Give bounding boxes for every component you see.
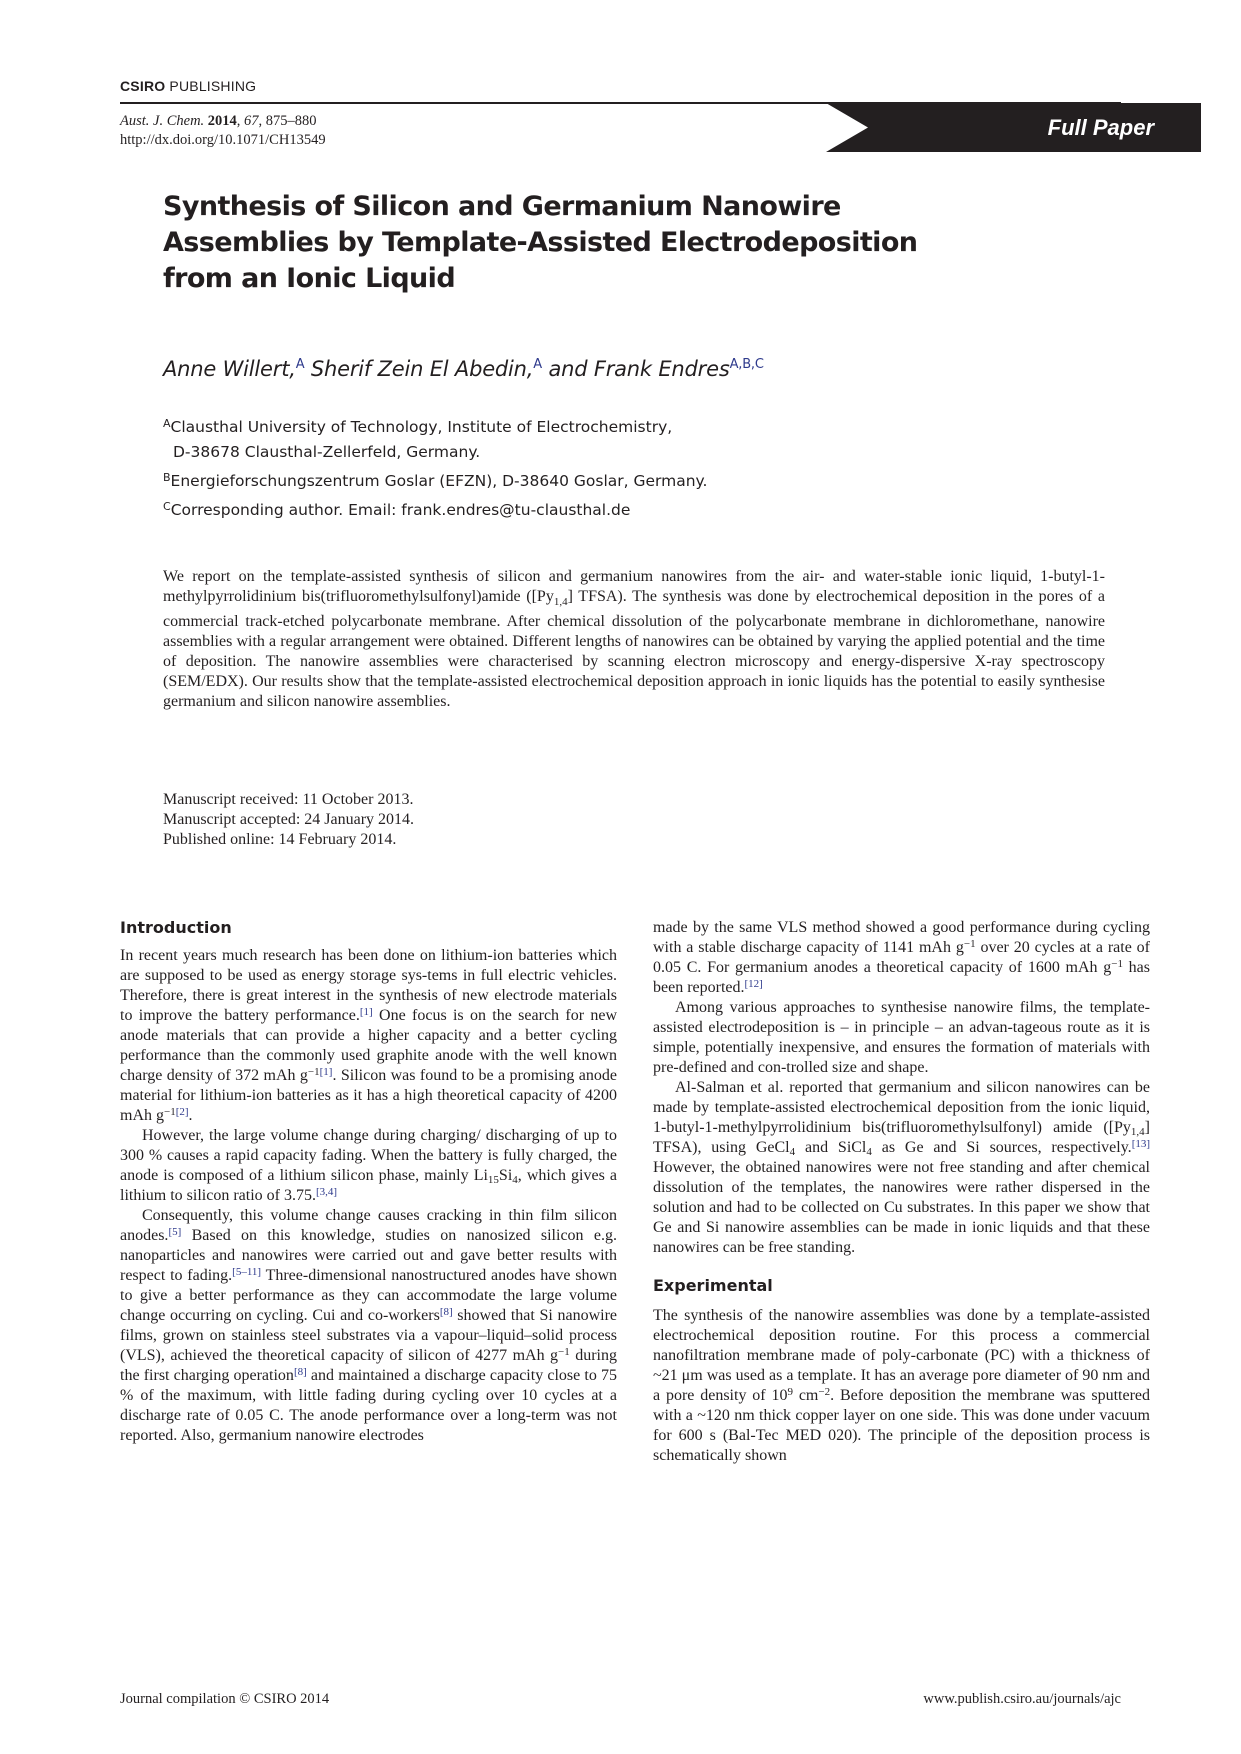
experimental-paragraph-1: The synthesis of the nanowire assemblies was done by a template-assisted electrochemical deposition routine. For this process a commercial nanofiltration membrane made of poly-carbonate (PC) with a thickness of ~21 μm was used as a template. It has an average pore diameter of 90 nm and a pore density of $10^9$ $cm^{-2}$. Before deposition the membrane was sputtered with a ~120 nm thick copper layer on one side. This was done under vacuum for 600 s (Bal-Tec MED 020). The principle of the deposition process is schematically shown [653, 1307, 1151, 1464]
intro-paragraph-2: However, the large volume change during charging/ discharging of up to 300 % causes a rapid capacity fading. When the battery is fully charged, the anode is composed of a lithium silicon phase, mainly $Li_{15}Si_4$, which gives a lithium to silicon ratio of 3.75.[3,4] [120, 1127, 617, 1204]
citation-ref[interactable]: [5] [168, 1226, 182, 1238]
footer-journal-url[interactable]: www.publish.csiro.au/journals/ajc [923, 1691, 1121, 1707]
abstract: We report on the template-assisted synthesis of silicon and germanium nanowires from the air- and water-stable ionic liquid, 1-butyl-1-methylpyrrolidinium bis(trifluoromethylsulfonyl)amide ($[Py_{1,4}]$ TFSA). The synthesis was done by electrochemical deposition in the pores of a commercial track-etched polycarbonate membrane. After chemical dissolution of the polycarbonate membrane in dichloromethane, nanowire assemblies with a regular arrangement were obtained. Different lengths of nanowires can be obtained by varying the applied potential and the time of deposition. The nanowire assemblies were characterised by scanning electron microscopy and energy-dispersive X-ray spectroscopy (SEM/EDX). Our results show that the template-assisted electrochemical deposition approach in ionic liquids has the potential to easily synthesise germanium and silicon nanowire assemblies. [163, 568, 1106, 711]
citation-ref[interactable]: [8] [439, 1306, 453, 1318]
doi-link[interactable]: http://dx.doi.org/10.1071/CH13549 [120, 132, 326, 148]
article-title: Synthesis of Silicon and Germanium Nanowire Assemblies by Template-Assisted Electrodeposition from an Ionic Liquid [163, 191, 918, 294]
article-type-label: Full Paper [1047, 115, 1154, 140]
intro-paragraph-3: Consequently, this volume change causes cracking in thin film silicon anodes.[5] Based on this knowledge, studies on nanosized silicon e.g. nanoparticles and nanowires were carried out and gave better results with respect to fading.[5–11] Three-dimensional nanostructured anodes have shown to give a better performance as they can accommodate the large volume change occurring on cycling. Cui and co-workers[8] showed that Si nanowire films, grown on stainless steel substrates via a vapour–liquid–solid process (VLS), achieved the theoretical capacity of silicon of 4277 mAh $g^{-1}$ during the first charging operation[8] and maintained a discharge capacity close to 75 % of the maximum, with little fading during cycling over 10 cycles at a discharge rate of 0.05 C. The anode performance over a long-term was not reported. Also, germanium nanowire electrodes [120, 1207, 618, 1444]
intro-paragraph-1: In recent years much research has been done on lithium-ion batteries which are supposed to be used as energy storage sys-tems in full electric vehicles. Therefore, there is great interest in the synthesis of new electrode materials to improve the battery performance.[1] One focus is on the search for new anode materials that can provide a higher capacity and a better cycling performance than the commonly used graphite anode with the well known charge density of 372 mAh $g^{-1[1]}$. Silicon was found to be a promising anode material for lithium-ion batteries as it has a high theoretical capacity of 4200 mAh $g^{-1[2]}$. [120, 947, 617, 1124]
article-type-banner [826, 103, 1201, 152]
affiliations: $^A$Clausthal University of Technology, Institute of Electrochemistry, D-38678 Clausthal-Zellerfeld, Germany. $^B$Energieforschungszentrum Goslar (EFZN), D-38640 Goslar, Germany. $^C$Corresponding author. Email: frank.endres@tu-clausthal.de [163, 411, 707, 523]
journal-reference: Aust. J. Chem. 2014, 67, 875–880 http://dx.doi.org/10.1071/CH13549 [120, 113, 326, 148]
citation-ref[interactable]: [12] [744, 978, 763, 990]
author-list: Anne Willert,$^A$ Sherif Zein El Abedin,$^A$ and Frank Endres$^{A,B,C}$ [163, 357, 764, 381]
publisher-name: CSIRO PUBLISHING [120, 78, 257, 94]
introduction-heading: Introduction [120, 918, 232, 937]
experimental-heading: Experimental [653, 1276, 773, 1295]
citation-ref[interactable]: [1] [359, 1006, 373, 1018]
citation-ref[interactable]: [5–11] [232, 1266, 262, 1278]
citation-ref[interactable]: [8] [293, 1366, 307, 1378]
citation-ref[interactable]: [13] [1131, 1138, 1151, 1150]
intro-paragraph-4: made by the same VLS method showed a good performance during cycling with a stable discharge capacity of 1141 mAh $g^{-1}$ over 20 cycles at a rate of 0.05 C. For germanium anodes a theoretical capacity of 1600 mAh $g^{-1}$ has been reported.[12] [653, 919, 1151, 996]
citation-ref[interactable]: [2] [175, 1106, 189, 1118]
intro-paragraph-6: Al-Salman et al. reported that germanium and silicon nanowires can be made by template-assisted electrochemical deposition from the ionic liquid, 1-butyl-1-methylpyrrolidinium bis(trifluoromethylsulfonyl) amide ($[Py_{1,4}]$ TFSA), using GeCl$_4$ and SiCl$_4$ as Ge and Si sources, respectively.[13] However, the obtained nanowires were not free standing and after chemical dissolution of the templates, the nanowires were rather dispersed in the solution and had to be collected on Cu substrates. In this paper we show that Ge and Si nanowire assemblies can be made in ionic liquids and that these nanowires can be free standing. [653, 1079, 1151, 1256]
manuscript-dates: Manuscript received: 11 October 2013. Manuscript accepted: 24 January 2014. Published online: 14 February 2014. [163, 791, 415, 848]
corresponding-author: $^C$Corresponding author. Email: frank.endres@tu-clausthal.de [163, 500, 631, 519]
intro-paragraph-5: Among various approaches to synthesise nanowire films, the template-assisted electrodeposition is – in principle – an advan-tageous route as it is simple, potentially inexpensive, and ensures the formation of materials with pre-defined and con-trolled size and shape. [653, 999, 1150, 1076]
citation-ref[interactable]: [1] [319, 1066, 333, 1078]
footer-copyright: Journal compilation © CSIRO 2014 [120, 1691, 330, 1707]
right-column [653, 918, 1150, 1466]
left-column [120, 918, 617, 1446]
citation-ref[interactable]: [3,4] [315, 1186, 338, 1198]
